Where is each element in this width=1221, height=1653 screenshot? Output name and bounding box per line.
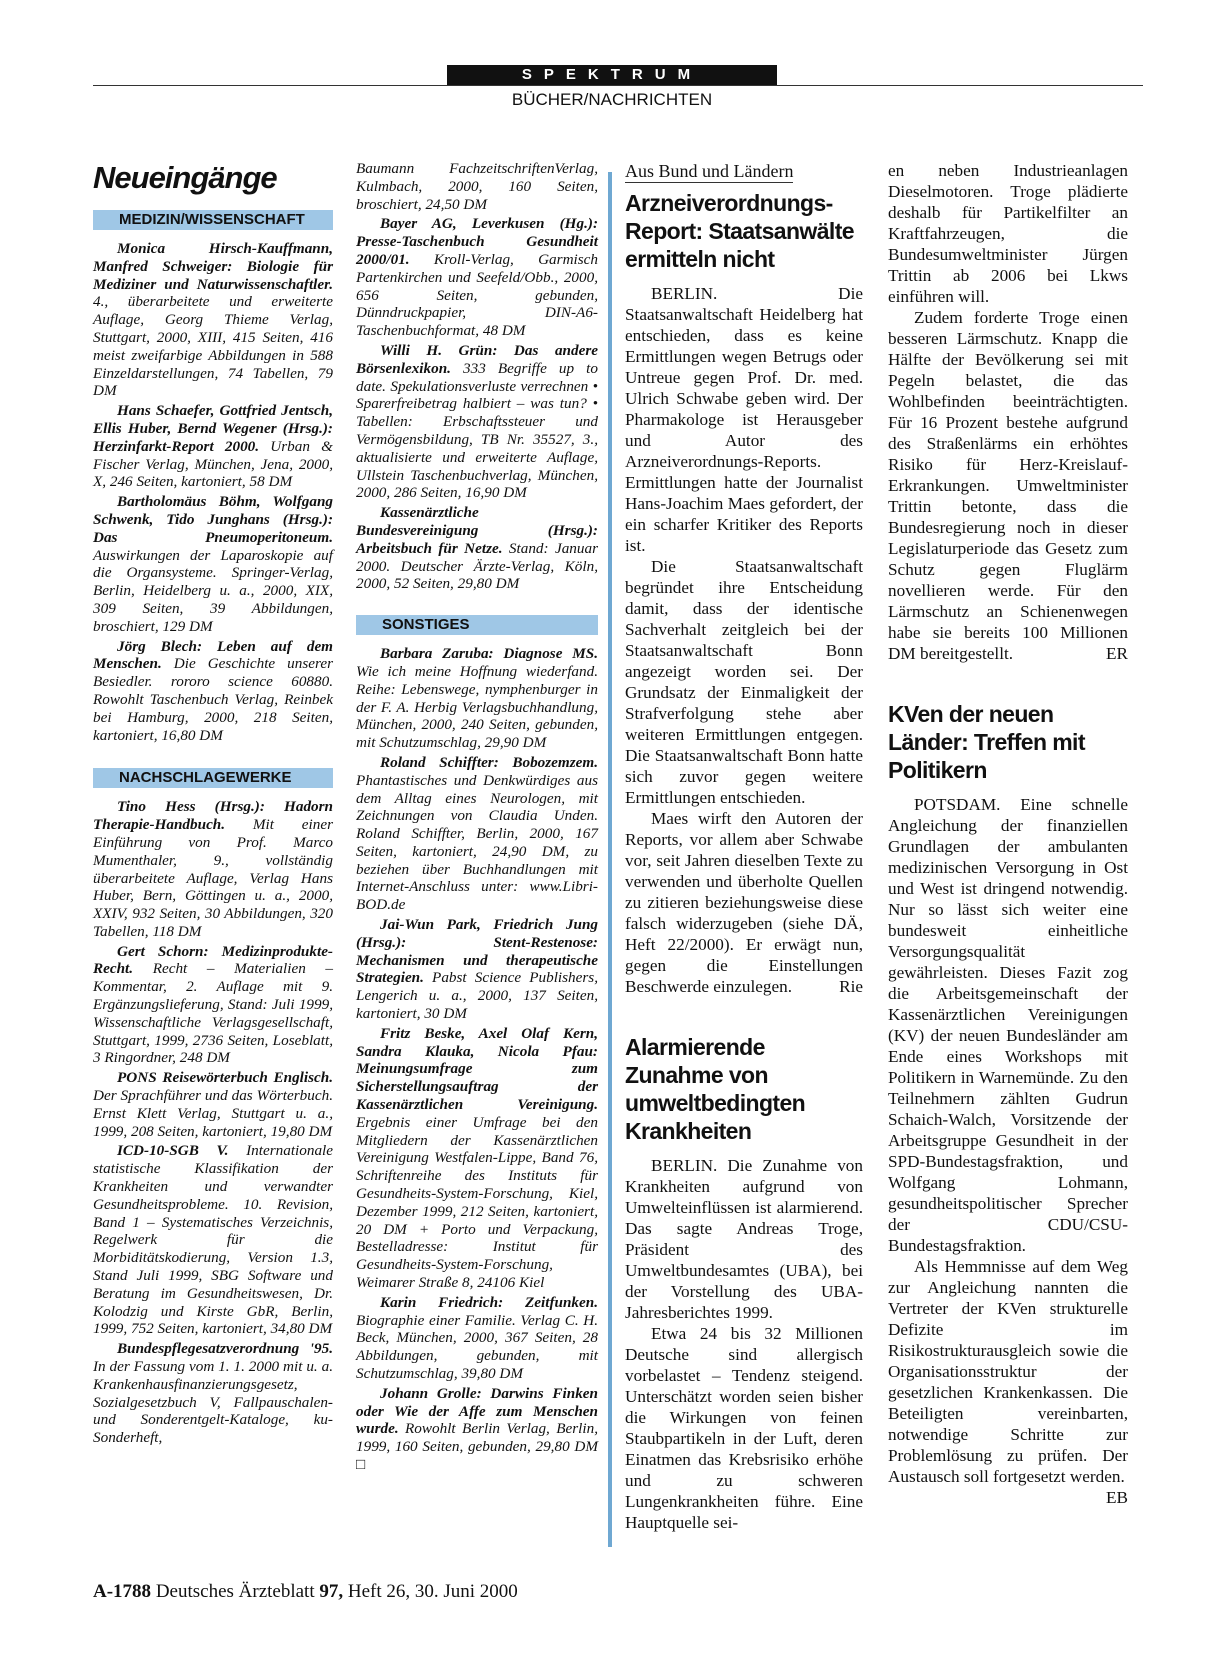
book-entry: Willi H. Grün: Das andere Börsenlexikon. 333 Begriffe up to date. Spekulationsverluste verrechnen • Sparerfreibetrag halbiert – was tun? • Tabellen: Erbschaftssteuer und Vermögensbildung, TB Nr. 35527, 3., aktualisierte und erweiterte Auflage, Ullstein Taschenbuchverlag, München, 2000, 286 Seiten, 16,90 DM: [356, 341, 598, 502]
book-entry: Karin Friedrich: Zeitfunken. Biographie einer Familie. Verlag C. H. Beck, München, 2000, 367 Seiten, 28 Abbildungen, gebunden, mit Schutzumschlag, 39,80 DM: [356, 1293, 598, 1382]
category-medizin: MEDIZIN/WISSENSCHAFT: [93, 210, 333, 230]
article-paragraph: BERLIN. Die Staatsanwaltschaft Heidelberg hat entschieden, dass es keine Ermittlungen wegen Betrugs oder Untreue gegen Prof. Dr. med. Ulrich Schwabe geben wird. Der Pharmakologe ist Herausgeber und Autor des Arzneiverordnungs-Reports. Ermittlungen hatte der Journalist Hans-Joachim Maes gefordert, der ein scharfer Kritiker des Reports ist.: [625, 284, 863, 555]
book-entry: Fritz Beske, Axel Olaf Kern, Sandra Klauka, Nicola Pfau: Meinungsumfrage zum Sicherstellungsauftrag der Kassenärztlichen Vereinigung. Ergebnis einer Umfrage bei den Mitgliedern der Kassenärztlichen Vereinigung Westfalen-Lippe, Band 76, Schriftenreihe des Instituts für Gesundheits-System-Forschung, Kiel, Dezember 1999, 212 Seiten, kartoniert, 20 DM + Porto und Verpackung, Bestelladresse: Institut für Gesundheits-System-Forschung, Weimarer Straße 8, 24106 Kiel: [356, 1024, 598, 1292]
book-entry: Tino Hess (Hrsg.): Hadorn Therapie-Handbuch. Mit einer Einführung von Prof. Marco Mumenthaler, 9., vollständig überarbeitete Auflage, Verlag Hans Huber, Bern, Göttingen u. a., 2000, XXIV, 932 Seiten, 30 Abbildungen, 320 Tabellen, 118 DM: [93, 798, 333, 940]
article-paragraph: Maes wirft den Autoren der Reports, vor allem aber Schwabe vor, seit Jahren dieselben Texte zu verwenden und überholte Quellen zu zitieren beziehungsweise diese falsch widerzugeben (siehe DÄ, Heft 22/2000). Er erwägt nun, gegen die Einstellungen Beschwerde einzulegen. Rie: [625, 809, 863, 996]
journal-volume: 97,: [319, 1581, 344, 1602]
book-entry: Kassenärztliche Bundesvereinigung (Hrsg.): Arbeitsbuch für Netze. Stand: Januar 2000. Deutscher Ärzte-Verlag, Köln, 2000, 52 Seiten, 29,80 DM: [356, 504, 598, 593]
news-column-2: [888, 160, 1128, 1508]
book-entry: PONS Reisewörterbuch Englisch. Der Sprachführer und das Wörterbuch. Ernst Klett Verlag, Stuttgart u. a., 1999, 208 Seiten, kartoniert, 19,80 DM: [93, 1069, 333, 1140]
page-footer: [93, 1581, 518, 1603]
book-entry: Monica Hirsch-Kauffmann, Manfred Schweiger: Biologie für Mediziner und Naturwissenschaftler. 4., überarbeitete und erweiterte Auflage, Georg Thieme Verlag, Stuttgart, 2000, XIII, 415 Seiten, 416 meist zweifarbige Abbildungen in 588 Einzeldarstellungen, 74 Tabellen, 79 DM: [93, 240, 333, 400]
book-entry: Bayer AG, Leverkusen (Hg.): Presse-Taschenbuch Gesundheit 2000/01. Kroll-Verlag, Garmisch Partenkirchen und Seefeld/Obb., 2000, 656 Seiten, gebunden, Dünndruckpapier, DIN-A6-Taschenbuchformat, 48 DM: [356, 215, 598, 340]
article-paragraph: en neben Industrieanlagen Dieselmotoren. Troge plädierte deshalb für Partikelfilter an Kraftfahrzeugen, die Bundesumweltminister Jürgen Trittin ab 2006 bei Lkws einführen will.: [888, 161, 1128, 306]
journal-name: Deutsches Ärzteblatt: [155, 1581, 315, 1602]
book-entry: Hans Schaefer, Gottfried Jentsch, Ellis Huber, Bernd Wegener (Hrsg.): Herzinfarkt-Report 2000. Urban & Fischer Verlag, München, Jena, 2000, X, 246 Seiten, kartoniert, 58 DM: [93, 402, 333, 491]
article-paragraph: Etwa 24 bis 32 Millionen Deutsche sind allergisch vorbelastet – Tendenz steigend. Unterschätzt worden seien bisher die Wirkungen von feinen Staubpartikeln in der Luft, deren Einatmen das Krebsrisiko erhöhe und zu schweren Lungenkrankheiten führe. Eine Hauptquelle sei-: [625, 1324, 863, 1532]
rubric-label: Aus Bund und Ländern: [625, 161, 794, 181]
book-entry: Roland Schiffter: Bobozemzem. Phantastisches und Denkwürdiges aus dem Alltag eines Neurologen, mit Zeichnungen von Claudia Unden. Roland Schiffter, Berlin, 2000, 167 Seiten, kartoniert, 24,90 DM, zu beziehen über Buchhandlungen mit Internet-Anschluss unter: www.Libri-BOD.de: [356, 753, 598, 914]
book-entry: Jai-Wun Park, Friedrich Jung (Hrsg.): Stent-Restenose: Mechanismen und therapeutische Strategien. Pabst Science Publishers, Lengerich u. a., 2000, 137 Seiten, kartoniert, 30 DM: [356, 916, 598, 1023]
page-title: Neueingänge: [93, 160, 277, 195]
section-banner: SPEKTRUM: [447, 65, 777, 85]
article-paragraph: Zudem forderte Troge einen besseren Lärmschutz. Knapp die Hälfte der Bevölkerung sei mit Pegeln belastet, die das Wohlbefinden beeinträchtigten. Für 16 Prozent bestehe aufgrund des Straßenlärms ein erhöhtes Risiko für Herz-Kreislauf-Erkrankungen. Umweltminister Trittin betonte, dass die Bundesregierung noch in dieser Legislaturperiode das Gesetz zum Schutz gegen Fluglärm novellieren werde. Für den Lärmschutz an Schienenwegen habe sie bereits 100 Millionen DM bereitgestellt. ER: [888, 308, 1128, 663]
new-arrivals-column-2: [356, 160, 598, 1476]
article-headline: Arzneiverordnungs-Report: Staatsanwälte ermitteln nicht: [625, 190, 854, 272]
new-arrivals-column-1: [93, 160, 333, 1449]
header-rule: [93, 85, 1143, 86]
column-divider: [608, 172, 612, 1547]
journal-issue: Heft 26, 30. Juni 2000: [347, 1581, 518, 1602]
author-initials: EB: [1106, 1488, 1128, 1507]
end-mark: □: [356, 1455, 366, 1473]
article-paragraph: POTSDAM. Eine schnelle Angleichung der finanziellen Grundlagen der ambulanten medizinischen Versorgung in Ost und West ist dringend notwendig. Nur so lässt sich weiter eine bundesweit einheitliche Versorgungsqualität gewährleisten. Dieses Fazit zog die Arbeitsgemeinschaft der Kassenärztlichen Vereinigungen (KV) der neuen Bundesländer am Ende eines Workshops mit Politikern in Warnemünde. Zu den Teilnehmern zählten Gudrun Schaich-Walch, Vorsitzende der Arbeitsgruppe Gesundheit in der SPD-Bundestagsfraktion, und Wolfgang Lohmann, gesundheitspolitischer Sprecher der CDU/CSU-Bundestagsfraktion.: [888, 795, 1128, 1255]
article-paragraph: Die Staatsanwaltschaft begründet ihre Entscheidung damit, dass der identische Sachverhalt zeitgleich bei der Staatsanwaltschaft Bonn angezeigt worden sei. Der Grundsatz der Einmaligkeit der Strafverfolgung stehe aber weiteren Ermittlungen entgegen. Die Staatsanwaltschaft Bonn hatte sich zuvor gegen weitere Ermittlungen entschieden.: [625, 557, 863, 807]
article-headline: Alarmierende Zunahme von umweltbedingten Krankheiten: [625, 1034, 806, 1144]
article-headline: KVen der neuen Länder: Treffen mit Politikern: [888, 701, 1085, 783]
author-initials: Rie: [839, 977, 863, 996]
article-paragraph: Als Hemmnisse auf dem Weg zur Angleichung nannten die Vertreter der KVen strukturelle Defizite im Risikostrukturausgleich sowie die Organisationsstruktur der gesetzlichen Krankenkassen. Die Beteiligten vereinbarten, notwendige Schritte zur Problemlösung zu prüfen. Der Austausch soll fortgesetzt werden. EB: [888, 1257, 1128, 1507]
book-entry: ICD-10-SGB V. Internationale statistische Klassifikation der Krankheiten und verwandter Gesundheitsprobleme. 10. Revision, Band 1 – Systematisches Verzeichnis, Regelwerk für die Morbiditätskodierung, Version 1.3, Stand Juli 1999, SBG Software und Beratung im Gesundheitswesen, Dr. Kolodzig und Kirste GbR, Berlin, 1999, 752 Seiten, kartoniert, 34,80 DM: [93, 1142, 333, 1338]
page-number: A-1788: [93, 1581, 152, 1602]
book-entry: Jörg Blech: Leben auf dem Menschen. Die Geschichte unserer Besiedler. rororo science 60880. Rowohlt Taschenbuch Verlag, Reinbek bei Hamburg, 2000, 218 Seiten, kartoniert, 16,80 DM: [93, 637, 333, 744]
article-paragraph: BERLIN. Die Zunahme von Krankheiten aufgrund von Umwelteinflüssen ist alarmierend. Das sagte Andreas Troge, Präsident des Umweltbundesamtes (UBA), bei der Vorstellung des UBA-Jahresberichtes 1999.: [625, 1156, 863, 1322]
author-initials: ER: [1106, 644, 1128, 663]
news-column-1: [625, 160, 863, 1533]
book-entry: Bundespflegesatzverordnung '95. In der Fassung vom 1. 1. 2000 mit u. a. Krankenhausfinanzierungsgesetz, Sozialgesetzbuch V, Fallpauschalen- und Sonderentgelt-Kataloge, ku-Sonderheft,: [93, 1340, 333, 1447]
section-subtitle: BÜCHER/NACHRICHTEN: [511, 90, 713, 109]
category-sonstiges: SONSTIGES: [356, 615, 598, 635]
book-entry: Barbara Zaruba: Diagnose MS. Wie ich meine Hoffnung wiederfand. Reihe: Lebenswege, nymphenburger in der F. A. Herbig Verlagsbuchhandlung, München, 2000, 240 Seiten, gebunden, mit Schutzumschlag, 29,90 DM: [356, 645, 598, 752]
book-entry: Bartholomäus Böhm, Wolfgang Schwenk, Tido Junghans (Hrsg.): Das Pneumoperitoneum. Auswirkungen der Laparoskopie auf die Organsysteme. Springer-Verlag, Berlin, Heidelberg u. a., 2000, XIX, 309 Seiten, 39 Abbildungen, broschiert, 129 DM: [93, 493, 333, 635]
book-entry-continued: Baumann FachzeitschriftenVerlag, Kulmbach, 2000, 160 Seiten, broschiert, 24,50 DM: [356, 160, 598, 213]
book-entry: Gert Schorn: Medizinprodukte-Recht. Recht – Materialien – Kommentar, 2. Auflage mit 9. Ergänzungslieferung, Stand: Juli 1999, Wissenschaftliche Verlagsgesellschaft, Stuttgart, 1999, 2736 Seiten, Loseblatt, 3 Ringordner, 248 DM: [93, 942, 333, 1067]
book-entry: Johann Grolle: Darwins Finken oder Wie der Affe zum Menschen wurde. Rowohlt Berlin Verlag, Berlin, 1999, 160 Seiten, gebunden, 29,80 DM □: [356, 1384, 598, 1473]
category-nachschlagewerke: NACHSCHLAGEWERKE: [93, 768, 333, 788]
